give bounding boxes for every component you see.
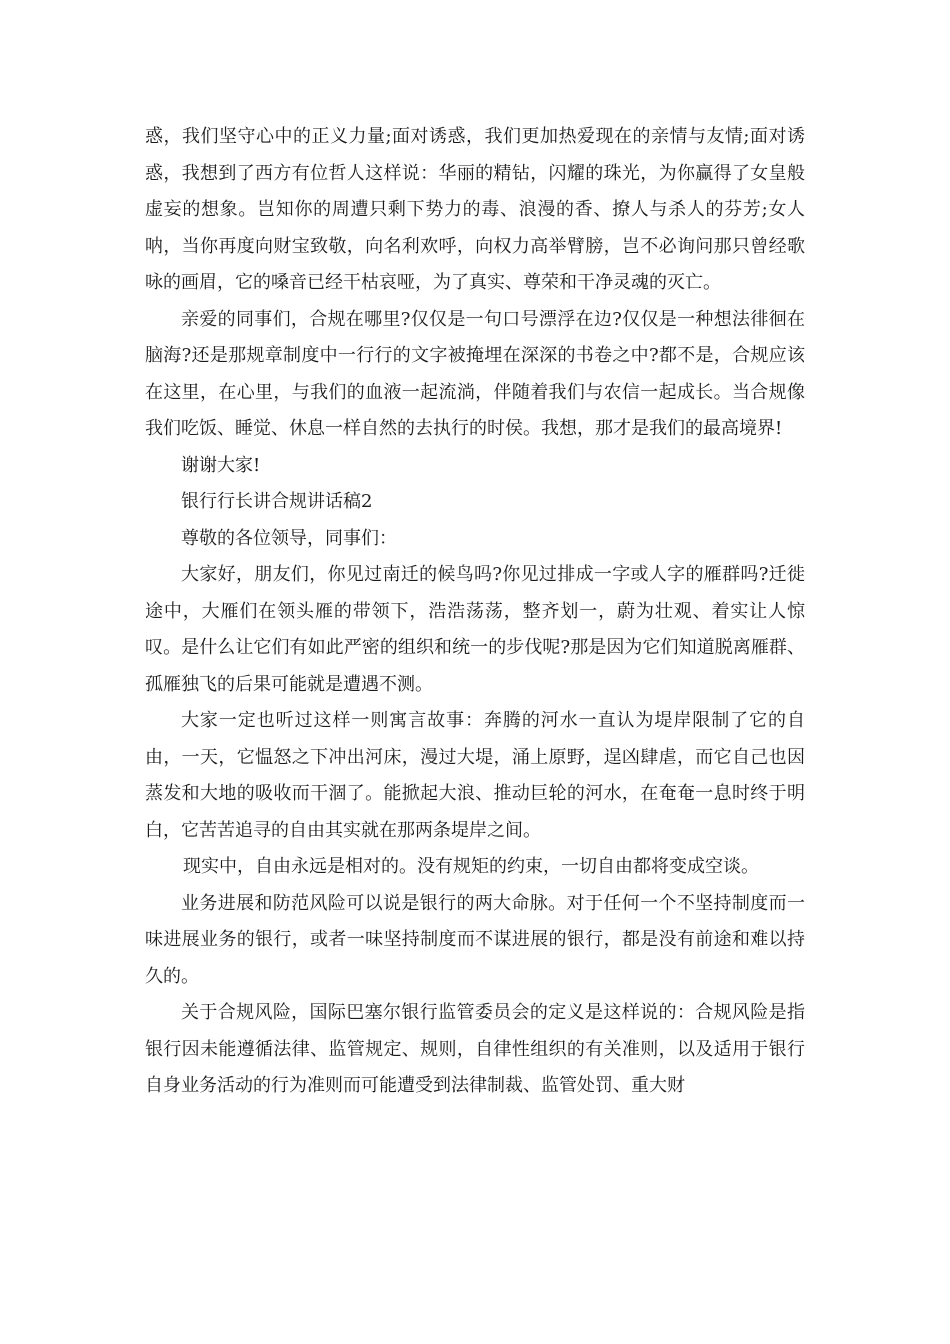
paragraph-salutation: 尊敬的各位领导，同事们：: [181, 527, 397, 549]
paragraph-geese: 大家好，朋友们，你见过南迁的候鸟吗?你见过排成一字或人字的雁群吗?迁徙途中，大雁们在领头雁的带领下，浩浩荡荡，整齐划一，蔚为壮观、着实让人惊叹。是什么让它们有如此严密的组织和统一的步伐呢?那是因为它们知道脱离雁群、孤雁独飞的后果可能就是遭遇不测。: [145, 564, 805, 695]
paragraph-freedom: 现实中，自由永远是相对的。没有规矩的约束，一切自由都将变成空谈。: [183, 856, 759, 877]
document-body: [145, 119, 805, 1105]
paragraph-river-fable: 大家一定也听过这样一则寓言故事：奔腾的河水一直认为堤岸限制了它的自由，一天，它愠怒之下冲出河床，漫过大堤，涌上原野，逞凶肆虐，而它自己也因蒸发和大地的吸收而干涸了。能掀起大浪、推动巨轮的河水，在奄奄一息时终于明白，它苦苦追寻的自由其实就在那两条堤岸之间。: [145, 710, 805, 841]
paragraph-continuation: 惑，我们坚守心中的正义力量;面对诱惑，我们更加热爱现在的亲情与友情;面对诱惑，我想到了西方有位哲人这样说：华丽的精钻，闪耀的珠光，为你赢得了女皇般虚妄的想象。岂知你的周遭只剩下势力的毒、浪漫的香、撩人与杀人的芬芳;女人呐，当你再度向财宝致敬，向名利欢呼，向权力高举臂膀，岂不必询问那只曾经歌咏的画眉，它的嗓音已经干枯哀哑，为了真实、尊荣和干净灵魂的灭亡。: [145, 126, 805, 293]
section-title: 银行行长讲合规讲话稿2: [181, 491, 373, 512]
paragraph-thanks: 谢谢大家!: [181, 454, 261, 476]
paragraph-business-risk: 业务进展和防范风险可以说是银行的两大命脉。对于任何一个不坚持制度而一味进展业务的银行，或者一味坚持制度而不谋进展的银行，都是没有前途和难以持久的。: [145, 892, 805, 987]
paragraph-compliance: 亲爱的同事们，合规在哪里?仅仅是一句口号漂浮在边?仅仅是一种想法徘徊在脑海?还是那规章制度中一行行的文字被掩埋在深深的书卷之中?都不是，合规应该在这里，在心里，与我们的血液一起流淌，伴随着我们与农信一起成长。当合规像我们吃饭、睡觉、休息一样自然的去执行的时侯。我想，那才是我们的最高境界!: [145, 308, 805, 439]
paragraph-compliance-risk-definition: 关于合规风险，国际巴塞尔银行监管委员会的定义是这样说的：合规风险是指银行因未能遵循法律、监管规定、规则，自律性组织的有关准则，以及适用于银行自身业务活动的行为准则而可能遭受到法律制裁、监管处罚、重大财: [145, 1002, 805, 1096]
